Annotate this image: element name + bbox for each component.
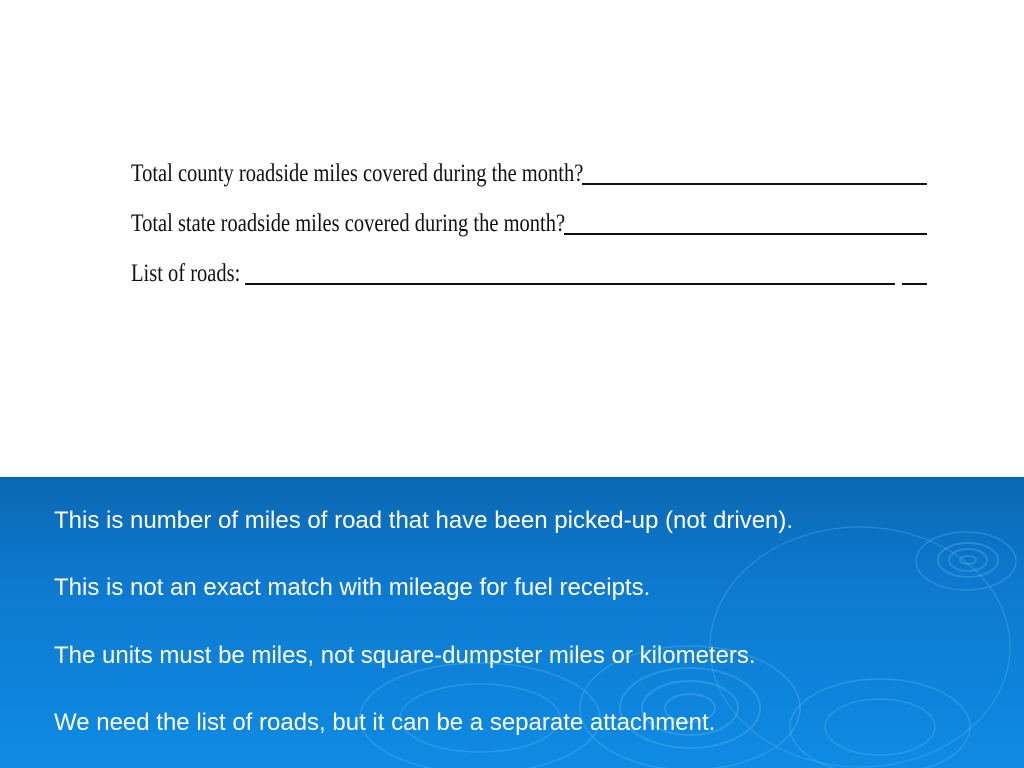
county-miles-blank — [582, 183, 927, 185]
state-miles-label: Total state roadside miles covered during the month? — [131, 210, 566, 237]
county-miles-label: Total county roadside miles covered during the month? — [131, 160, 584, 187]
county-miles-line — [131, 148, 927, 188]
note-item: This is number of miles of road that have been picked-up (not driven). — [54, 507, 794, 534]
state-miles-blank — [564, 233, 927, 235]
state-miles-line — [131, 198, 927, 238]
note-item: We need the list of roads, but it can be a separate attachment. — [54, 709, 716, 736]
note-item: The units must be miles, not square-dumpster miles or kilometers. — [54, 642, 756, 669]
roads-list-label: List of roads: — [131, 260, 241, 287]
roads-list-blank-end — [902, 283, 927, 285]
notes-panel — [0, 477, 1024, 768]
roads-list-line — [131, 248, 927, 288]
roads-list-blank — [245, 283, 895, 285]
note-item: This is not an exact match with mileage for fuel receipts. — [54, 574, 651, 601]
